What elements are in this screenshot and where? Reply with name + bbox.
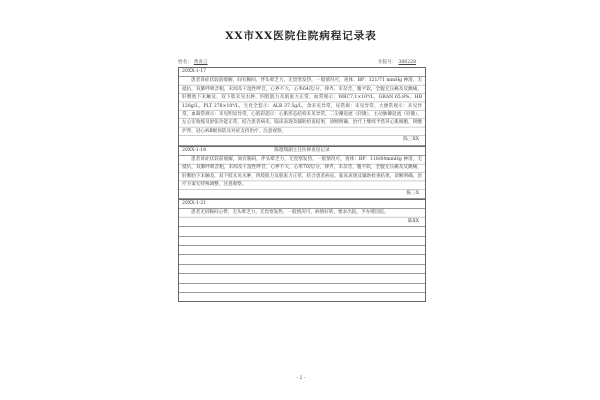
entry-text: 患者诉症状较前缓解，间有胸闷，伴头晕乏力，无畏寒发热，一般情况可，查体：BP：118/64mmHg 神清，无抵抗，双肺呼吸音粗，未闻及干湿性啰音，心界不大，心率70次/分，律齐，未杂音，腹平软，全腹无压痛及反跳痛，肝脾肋下未触及，双下肢未见水肿，四肢肌力及肌张力正常，结合患者病史、临床表现及辅助检查结果，诊断明确，治疗方案无特殊调整，注意观察。 (179, 156, 425, 190)
blank-line (179, 284, 425, 293)
blank-line (179, 274, 425, 283)
blank-line (179, 255, 425, 264)
patient-name (178, 59, 208, 65)
blank-line (179, 237, 425, 246)
entry-date: 20XX-1-21 (182, 201, 207, 207)
id-label: 住院号： (378, 60, 397, 65)
entry-date: 20XX-1-17 (182, 69, 207, 74)
blank-line (179, 227, 425, 236)
blank-line (179, 246, 425, 255)
page-number: - 2 - (296, 376, 306, 381)
entry-header (179, 68, 425, 77)
entry-text: 患者诉症状较前缓解，间有胸闷，伴头晕乏力，无畏寒发热，一般情况可，查体：BP：121/71 mmHg 神清，无抵抗，双肺呼吸音粗，未闻及干湿性啰音，心界不大，心率64次/分，律齐，未杂音，腹平软，全腹无压痛及反跳痛，肝脾肋下未触及，双下肢未见水肿，四肢肌力及肌张力正常。血常规示：WBC7.1×10⁹/L，GRAN 65.8%，HB 128g/L，PLT 278×10⁹/L，生化全套示：ALB 37.5g/L，余未见异常，尿常规：未见异常，大便常规示：未见异常，血凝常规示：未见明显异常，心肌彩超示：心肌形态结构未见异常，二尖瓣返流（轻微），主动脉瓣返流（轻微），左心室收缩及舒张功能正常，结合患者病史、临床表现及辅助检查结果，诊断明确，治疗上继续予营养心肌细胞，钡酸护肾，冠心病Ⅱ级预防及对症支持治疗，注意观察。 (179, 77, 425, 136)
id-value: 366228 (398, 60, 416, 65)
entry-2 (179, 147, 425, 200)
hospital-number (378, 59, 416, 65)
entry-3 (179, 200, 425, 301)
entry-header (179, 200, 425, 209)
name-value: 黄喜云 (193, 60, 208, 65)
name-label: 姓名： (178, 60, 192, 65)
record-table (178, 67, 426, 302)
entry-text: 患者无诉胸闷心悸，无头晕乏力，无畏寒发热，一般情况可，病情好转，要求出院，予办理出院。 (179, 209, 425, 217)
blank-line (179, 293, 425, 301)
blank-line (179, 265, 425, 274)
entry-heading: 陈德瑞副主任医师查房记录 (274, 147, 330, 153)
document-title: XX市XX医院住院病程记录表 (225, 30, 377, 42)
entry-signature: 陈三X (179, 190, 425, 199)
entry-signature: 陈三XX (179, 136, 425, 145)
entry-date: 20XX-1-18 (182, 147, 207, 153)
entry-header (179, 147, 425, 156)
record-page (172, 18, 430, 390)
entry-signature: 陈XX (179, 218, 425, 227)
entry-1 (179, 68, 425, 147)
